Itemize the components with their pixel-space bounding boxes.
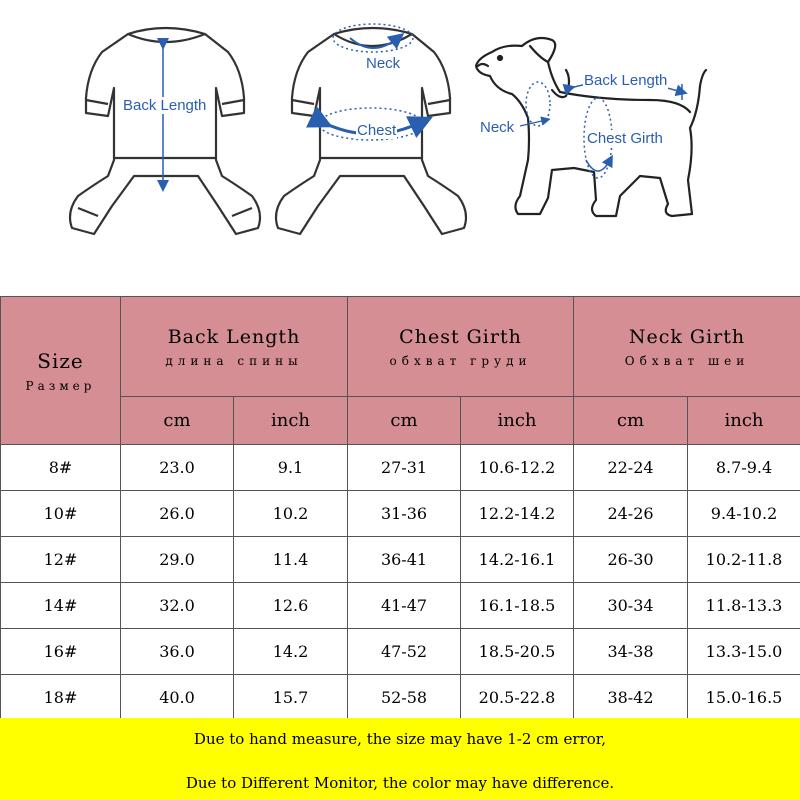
unit-cell: cm — [348, 397, 461, 445]
size-cell: 10# — [1, 491, 121, 537]
size-cell: 18# — [1, 675, 121, 721]
neck-girth-header — [574, 297, 800, 397]
dog-back-length-label: Back Length — [584, 72, 668, 89]
value-cell: 29.0 — [121, 537, 234, 583]
value-cell: 13.3-15.0 — [688, 629, 800, 675]
chest-girth-header — [348, 297, 574, 397]
value-cell: 23.0 — [121, 445, 234, 491]
value-cell: 9.4-10.2 — [688, 491, 800, 537]
neck-girth-title: Neck Girth — [628, 325, 746, 348]
value-cell: 20.5-22.8 — [461, 675, 574, 721]
value-cell: 12.6 — [234, 583, 348, 629]
value-cell: 34-38 — [574, 629, 688, 675]
value-cell: 16.1-18.5 — [461, 583, 574, 629]
table-row — [1, 675, 800, 721]
value-cell: 8.7-9.4 — [688, 445, 800, 491]
table-row — [1, 583, 800, 629]
size-header-cell — [1, 297, 121, 445]
shirt-neck-label: Neck — [366, 55, 401, 72]
value-cell: 47-52 — [348, 629, 461, 675]
size-cell: 14# — [1, 583, 121, 629]
size-chart-table — [0, 296, 800, 721]
unit-cell: cm — [121, 397, 234, 445]
value-cell: 36.0 — [121, 629, 234, 675]
size-cell: 16# — [1, 629, 121, 675]
table-row — [1, 629, 800, 675]
table-header-row — [1, 297, 800, 397]
value-cell: 30-34 — [574, 583, 688, 629]
chest-girth-title: Chest Girth — [399, 325, 522, 348]
disclaimer-note — [0, 718, 800, 800]
unit-cell: inch — [234, 397, 348, 445]
table-row — [1, 537, 800, 583]
value-cell: 10.2-11.8 — [688, 537, 800, 583]
value-cell: 10.2 — [234, 491, 348, 537]
dog-chest-girth-label: Chest Girth — [587, 130, 663, 147]
value-cell: 26.0 — [121, 491, 234, 537]
garment-and-dog-drawings — [0, 0, 800, 270]
value-cell: 12.2-14.2 — [461, 491, 574, 537]
unit-cell: cm — [574, 397, 688, 445]
dog-neck-label: Neck — [480, 119, 515, 136]
value-cell: 32.0 — [121, 583, 234, 629]
back-length-header — [121, 297, 348, 397]
value-cell: 10.6-12.2 — [461, 445, 574, 491]
value-cell: 11.4 — [234, 537, 348, 583]
value-cell: 22-24 — [574, 445, 688, 491]
back-length-subtitle: длина спины — [165, 353, 303, 368]
value-cell: 36-41 — [348, 537, 461, 583]
table-row — [1, 491, 800, 537]
size-cell: 12# — [1, 537, 121, 583]
value-cell: 18.5-20.5 — [461, 629, 574, 675]
shirt-back-length-label: Back Length — [123, 97, 207, 114]
size-rows — [1, 445, 800, 721]
disclaimer-line-2: Due to Different Monitor, the color may have difference. — [185, 774, 615, 792]
size-cell: 8# — [1, 445, 121, 491]
table-row — [1, 445, 800, 491]
value-cell: 38-42 — [574, 675, 688, 721]
value-cell: 40.0 — [121, 675, 234, 721]
value-cell: 26-30 — [574, 537, 688, 583]
value-cell: 11.8-13.3 — [688, 583, 800, 629]
value-cell: 14.2 — [234, 629, 348, 675]
value-cell: 15.7 — [234, 675, 348, 721]
unit-cell: inch — [461, 397, 574, 445]
measurement-illustrations — [0, 0, 800, 270]
back-length-title: Back Length — [167, 325, 301, 348]
value-cell: 15.0-16.5 — [688, 675, 800, 721]
unit-cell: inch — [688, 397, 800, 445]
value-cell: 9.1 — [234, 445, 348, 491]
value-cell: 52-58 — [348, 675, 461, 721]
size-header-label: Size — [37, 348, 84, 373]
neck-girth-subtitle: Обхват шеи — [624, 353, 750, 368]
value-cell: 31-36 — [348, 491, 461, 537]
shirt-chest-label: Chest — [357, 122, 397, 139]
value-cell: 41-47 — [348, 583, 461, 629]
chest-girth-subtitle: обхват груди — [389, 353, 532, 368]
garment-back-view — [70, 28, 260, 234]
value-cell: 24-26 — [574, 491, 688, 537]
value-cell: 27-31 — [348, 445, 461, 491]
size-header-ru-label: Размер — [25, 378, 96, 393]
value-cell: 14.2-16.1 — [461, 537, 574, 583]
disclaimer-line-1: Due to hand measure, the size may have 1-2 cm error, — [193, 730, 607, 748]
units-row — [1, 397, 800, 445]
